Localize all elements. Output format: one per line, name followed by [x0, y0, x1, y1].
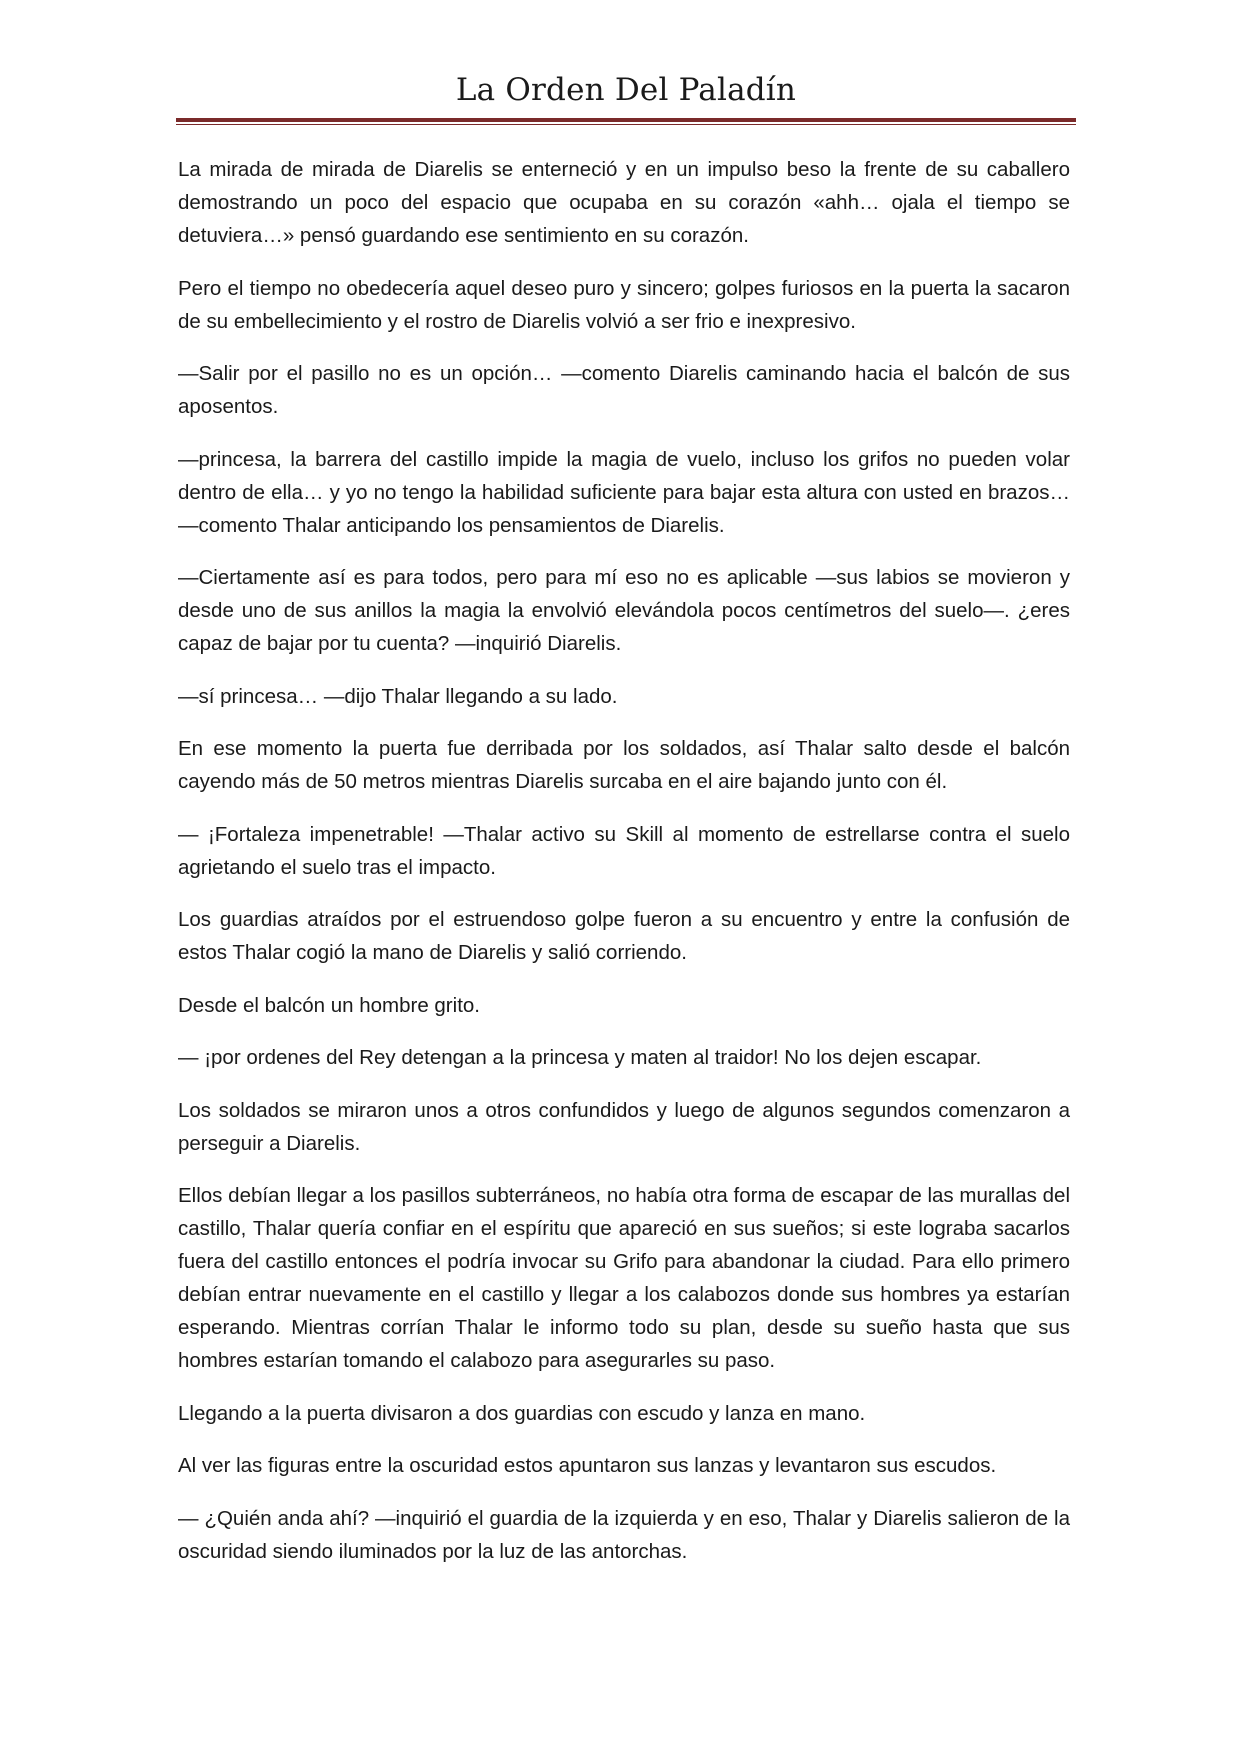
- paragraph: — ¡por ordenes del Rey detengan a la princesa y maten al traidor! No los dejen escapar.: [178, 1046, 982, 1069]
- paragraph: —sí princesa… —dijo Thalar llegando a su lado.: [178, 684, 618, 708]
- paragraph: La mirada de mirada de Diarelis se enterneció y en un impulso beso la frente de su caballero demostrando un poco del espacio que ocupaba en su corazón «ahh… ojala el tiempo se detuviera…» pensó guardando ese sentimiento en su corazón.: [178, 158, 1070, 247]
- paragraph: Los soldados se miraron unos a otros confundidos y luego de algunos segundos comenzaron a perseguir a Diarelis.: [178, 1098, 1070, 1155]
- header-rule-thick-line: [176, 118, 1076, 122]
- paragraph: — ¡Fortaleza impenetrable! —Thalar activo su Skill al momento de estrellarse contra el suelo agrietando el suelo tras el impacto.: [178, 822, 1070, 879]
- paragraph: Los guardias atraídos por el estruendoso golpe fueron a su encuentro y entre la confusión de estos Thalar cogió la mano de Diarelis y salió corriendo.: [178, 908, 1070, 964]
- paragraph: —Salir por el pasillo no es un opción… —comento Diarelis caminando hacia el balcón de sus aposentos.: [178, 362, 1070, 418]
- paragraph: Ellos debían llegar a los pasillos subterráneos, no había otra forma de escapar de las murallas del castillo, Thalar quería confiar en el espíritu que apareció en sus sueños; si este lograba sacarlos fuera del castillo entonces el podría invocar su Grifo para abandonar la ciudad. Para ello primero debían entrar nuevamente en el castillo y llegar a los calabozos donde sus hombres ya estarían esperando. Mientras corrían Thalar le informo todo su plan, desde su sueño hasta que sus hombres estarían tomando el calabozo para asegurarles su paso.: [178, 1184, 1070, 1372]
- paragraph: —Ciertamente así es para todos, pero para mí eso no es aplicable —sus labios se movieron y desde uno de sus anillos la magia la envolvió elevándola pocos centímetros del suelo—. ¿eres capaz de bajar por tu cuenta? —inquirió Diarelis.: [178, 566, 1070, 655]
- body-text: [178, 153, 1070, 1587]
- paragraph: —princesa, la barrera del castillo impide la magia de vuelo, incluso los grifos no pueden volar dentro de ella… y yo no tengo la habilidad suficiente para bajar esta altura con usted en brazos… —comento Thalar anticipando los pensamientos de Diarelis.: [178, 447, 1070, 537]
- header-title: La Orden Del Paladín: [455, 72, 797, 108]
- paragraph: Al ver las figuras entre la oscuridad estos apuntaron sus lanzas y levantaron sus escudos.: [178, 1454, 997, 1477]
- paragraph: Desde el balcón un hombre grito.: [178, 993, 480, 1017]
- header-rule: [176, 118, 1076, 125]
- paragraph: En ese momento la puerta fue derribada por los soldados, así Thalar salto desde el balcón cayendo más de 50 metros mientras Diarelis surcaba en el aire bajando junto con él.: [178, 737, 1070, 793]
- paragraph: — ¿Quién anda ahí? —inquirió el guardia de la izquierda y en eso, Thalar y Diarelis salieron de la oscuridad siendo iluminados por la luz de las antorchas.: [178, 1506, 1070, 1563]
- header-rule-thin-line: [176, 124, 1076, 125]
- paragraph: Llegando a la puerta divisaron a dos guardias con escudo y lanza en mano.: [178, 1401, 866, 1425]
- paragraph: Pero el tiempo no obedecería aquel deseo puro y sincero; golpes furiosos en la puerta la sacaron de su embellecimiento y el rostro de Diarelis volvió a ser frio e inexpresivo.: [178, 276, 1070, 333]
- page-header: [176, 70, 1076, 110]
